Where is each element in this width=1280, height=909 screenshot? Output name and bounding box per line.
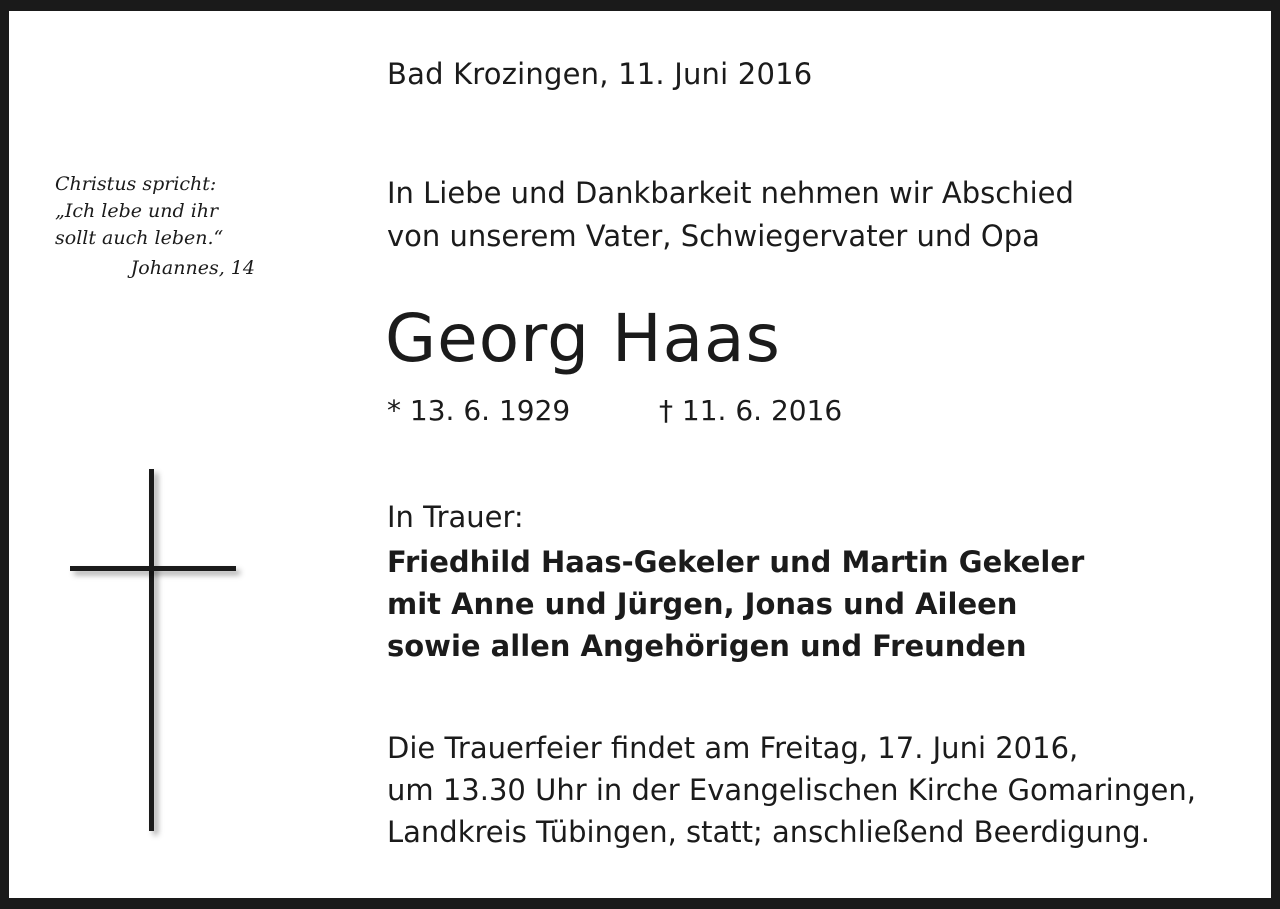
cross-icon [63, 463, 253, 853]
mourner-line: Friedhild Haas-Gekeler und Martin Gekeler [387, 545, 1085, 579]
verse-line: Christus spricht: [55, 173, 217, 195]
deceased-name: Georg Haas [385, 300, 781, 377]
place-date: Bad Krozingen, 11. Juni 2016 [387, 57, 813, 91]
birth-date: * 13. 6. 1929 [387, 394, 571, 427]
mourner-line: sowie allen Angehörigen und Freunden [387, 629, 1027, 663]
cross-vertical-beam [149, 469, 154, 831]
service-line: um 13.30 Uhr in der Evangelischen Kirche Gomaringen, [387, 773, 1196, 807]
cross-horizontal-beam [70, 566, 236, 571]
mourners-list [387, 541, 1084, 667]
service-line: Landkreis Tübingen, statt; anschließend Beerdigung. [387, 815, 1150, 849]
verse-line: sollt auch leben.“ [55, 227, 224, 249]
mourner-line: mit Anne und Jürgen, Jonas und Aileen [387, 587, 1018, 621]
farewell-intro [387, 172, 1074, 258]
intro-line: In Liebe und Dankbarkeit nehmen wir Abschied [387, 176, 1074, 210]
service-line: Die Trauerfeier findet am Freitag, 17. Juni 2016, [387, 731, 1079, 765]
bible-verse [55, 171, 255, 282]
funeral-service-info [387, 727, 1196, 853]
verse-line: „Ich lebe und ihr [55, 200, 219, 222]
mourning-label: In Trauer: [387, 500, 524, 534]
intro-line: von unserem Vater, Schwiegervater und Opa [387, 219, 1040, 253]
verse-source: Johannes, 14 [130, 257, 255, 279]
life-dates [387, 393, 842, 429]
death-date: † 11. 6. 2016 [659, 394, 843, 427]
